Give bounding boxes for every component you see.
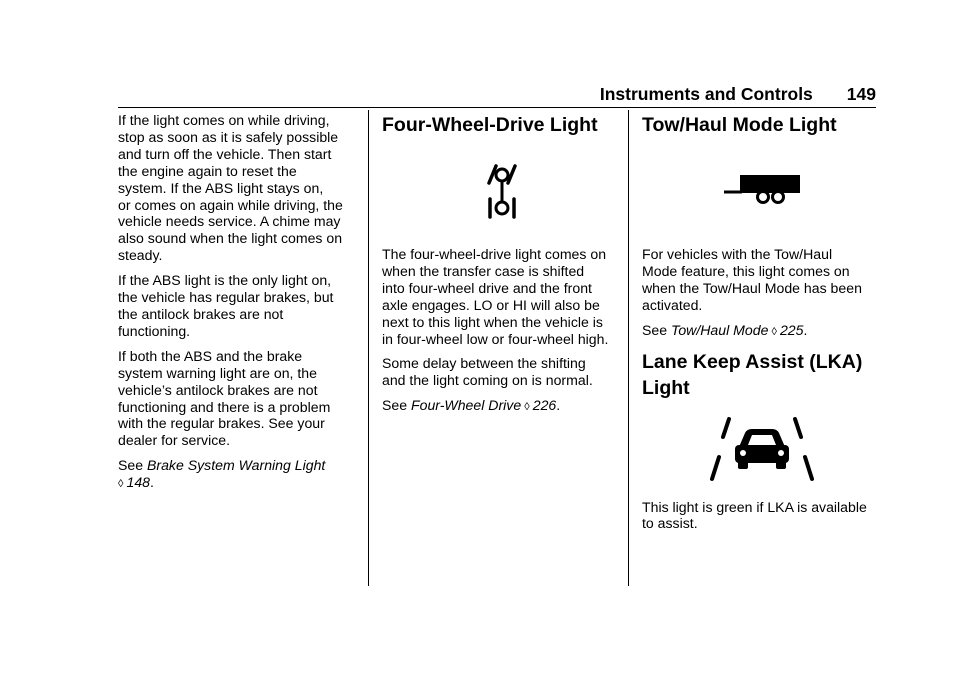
paragraph: This light is green if LKA is available to assist. <box>642 498 867 532</box>
section-title: Instruments and Controls <box>599 83 813 104</box>
page-header <box>596 82 876 106</box>
page-ref-icon: ◊ <box>118 478 127 491</box>
reference-link[interactable]: Four-Wheel Drive <box>411 397 522 414</box>
paragraph: Some delay between the shifting and the light coming on is normal. <box>382 355 593 389</box>
column-divider-2 <box>628 110 629 586</box>
paragraph: If the light comes on while driving, stop as soon as it is safely possible and turn off the vehicle. Then start the engine again to reset the system. If the ABS light stays on, or comes on again while driving, the vehicle needs service. A chime may also sound when the light comes on steady. <box>118 112 343 264</box>
see-end: . <box>556 397 561 414</box>
four-wheel-drive-icon <box>382 138 622 246</box>
see-prefix: See <box>118 457 147 474</box>
paragraph: For vehicles with the Tow/Haul Mode feature, this light comes on when the Tow/Haul Mode has been activated. <box>642 246 862 313</box>
page-number: 149 <box>846 83 876 104</box>
column-divider-1 <box>368 110 369 586</box>
paragraph: If the ABS light is the only light on, the vehicle has regular brakes, but the antilock brakes are not functioning. <box>118 272 334 339</box>
see-prefix: See <box>382 397 411 414</box>
see-prefix: See <box>642 321 671 338</box>
header-rule <box>118 107 876 108</box>
see-end: . <box>150 474 154 491</box>
see-reference <box>382 397 622 416</box>
reference-link[interactable]: Tow/Haul Mode <box>671 321 769 338</box>
section-heading: Tow/Haul Mode Light <box>642 114 837 136</box>
paragraph: If both the ABS and the brake system warning light are on, the vehicle’s antilock brakes are not functioning and there is a problem with the regular brakes. See your dealer for service. <box>118 347 331 449</box>
see-reference <box>642 322 882 341</box>
page-ref-icon: ◊ <box>768 325 780 338</box>
paragraph: The four-wheel-drive light comes on when the transfer case is shifted into four-wheel drive and the front axle engages. LO or HI will also be next to this light when the vehicle is in four-wheel low or four-wheel high. <box>382 246 609 347</box>
see-reference <box>118 457 363 493</box>
column-3 <box>642 112 882 540</box>
reference-page[interactable]: 226 <box>532 397 557 414</box>
lane-keep-assist-icon <box>642 401 882 499</box>
page-ref-icon: ◊ <box>521 401 533 414</box>
see-end: . <box>803 321 808 338</box>
section-heading: Lane Keep Assist (LKA) Light <box>642 350 863 399</box>
column-2 <box>382 112 622 424</box>
column-1 <box>118 112 363 501</box>
trailer-icon <box>642 138 882 246</box>
reference-page[interactable]: 225 <box>779 321 804 338</box>
section-heading: Four-Wheel-Drive Light <box>382 114 598 136</box>
reference-link[interactable]: Brake System Warning Light <box>147 457 326 474</box>
reference-page[interactable]: 148 <box>126 474 151 491</box>
